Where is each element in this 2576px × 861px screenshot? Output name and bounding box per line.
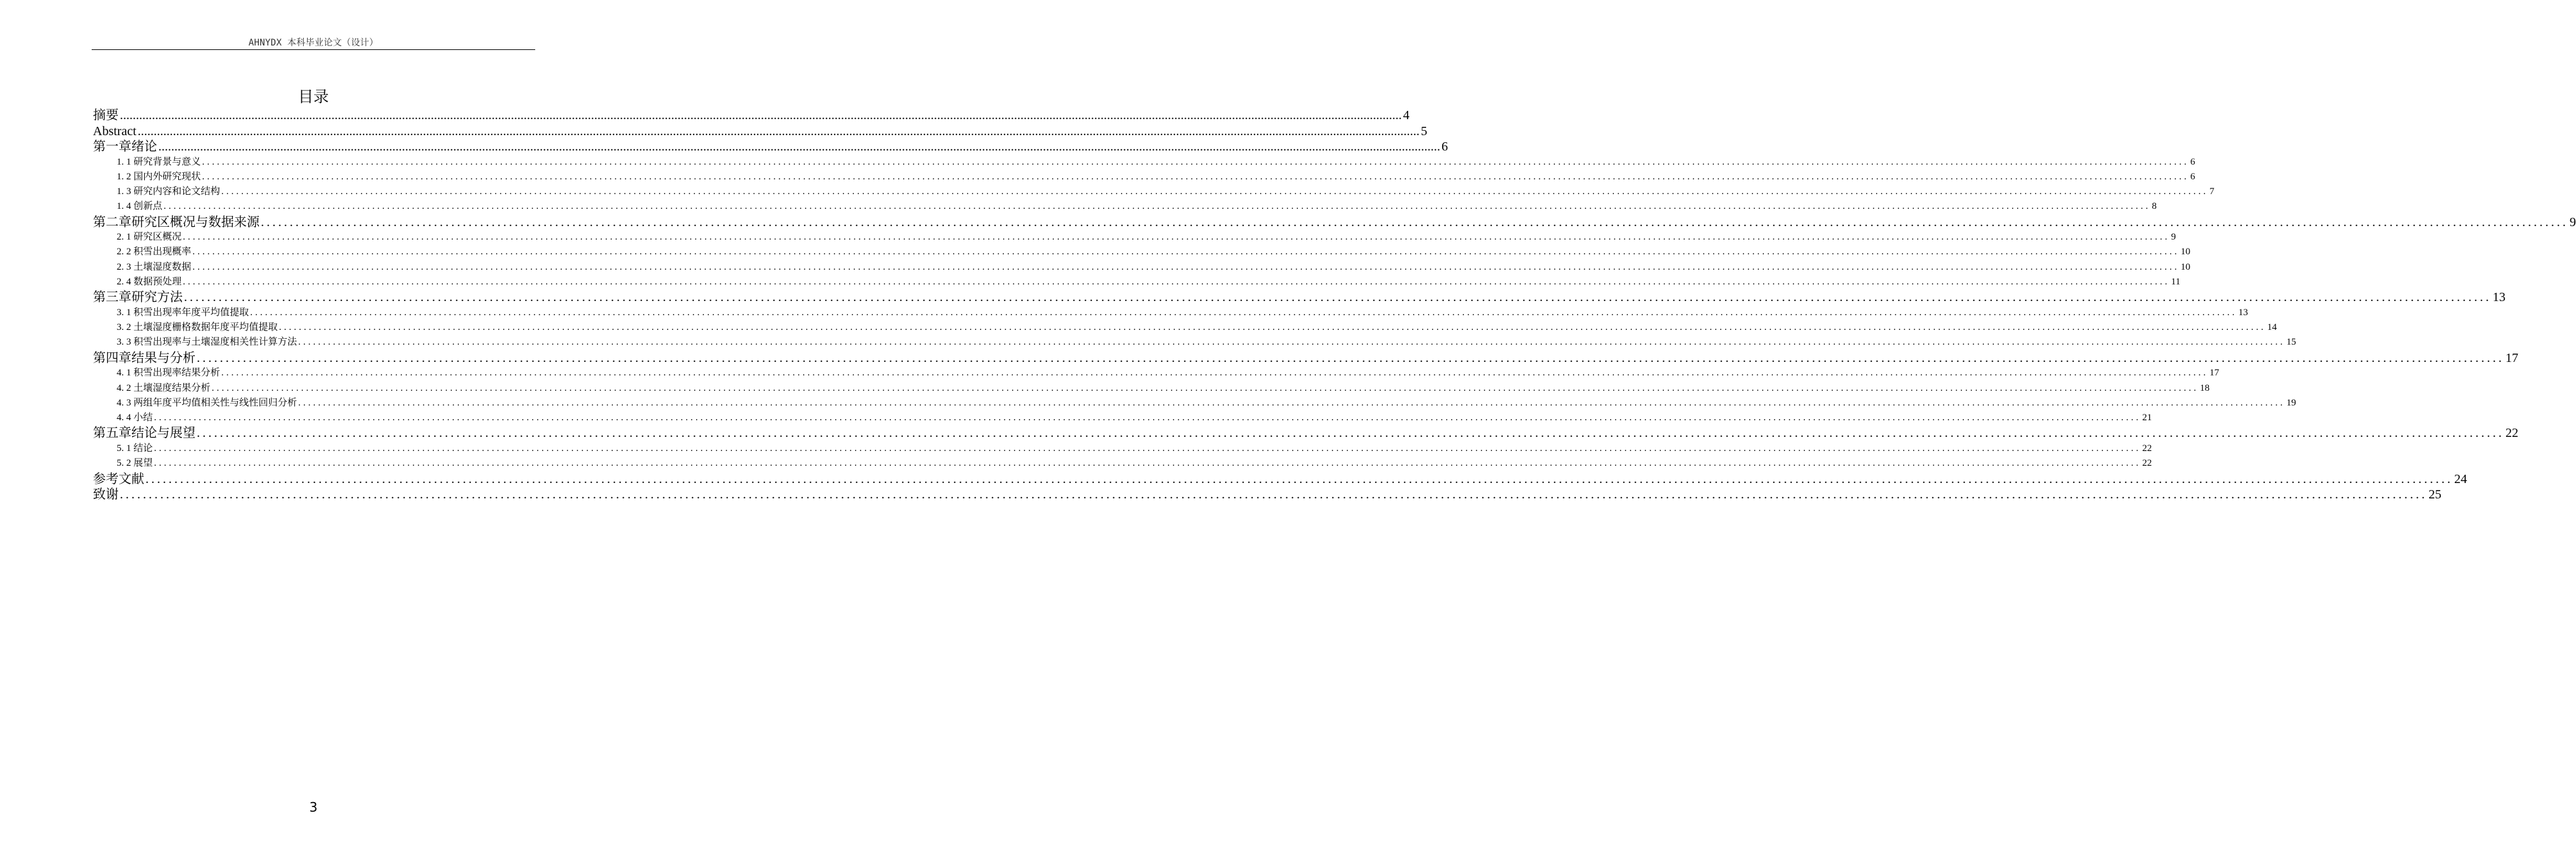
table-of-contents xyxy=(93,108,2576,503)
toc-entry-page: 17 xyxy=(2505,350,2518,365)
toc-entry-page: 22 xyxy=(2142,458,2152,469)
toc-entry-chapter[interactable] xyxy=(93,108,1409,124)
toc-entry-page: 19 xyxy=(2286,397,2297,408)
toc-entry-label: 致谢 xyxy=(93,488,119,502)
toc-leader-dots: ................................................................................................................................................................................................................................................................................................................................................................................................................ xyxy=(279,322,2266,333)
toc-entry-label: 摘要 xyxy=(93,108,119,122)
toc-entry-section[interactable] xyxy=(93,306,2248,320)
toc-leader-dots: ................................................................................................................................................................................................................................................................................................................................................................................................................ xyxy=(212,382,2199,393)
toc-entry-label: 2. 3 土壤湿度数据 xyxy=(117,261,192,272)
toc-entry-page: 8 xyxy=(2152,201,2157,212)
toc-entry-label: 4. 4 小结 xyxy=(117,413,153,423)
toc-entry-label: 3. 3 积雪出现率与土壤湿度相关性计算方法 xyxy=(117,337,297,348)
toc-leader-dots: ................................................................................................................................................................................................................................................................................................................................................................................................................ xyxy=(183,277,2170,288)
toc-leader-dots: ................................................................................................................................................................................................................................................................................................................................................................................................................ xyxy=(202,171,2190,182)
toc-entry-page: 14 xyxy=(2267,322,2277,333)
toc-entry-label: 第二章研究区概况与数据来源 xyxy=(93,215,260,229)
toc-entry-section[interactable] xyxy=(93,411,2152,425)
toc-leader-dots: ................................................................................................................................................................................................................................................................................................................................................................................................................ xyxy=(192,261,2180,272)
toc-leader-dots: ................................................................................................................................................................................................................................................................................................................................................................................................................ xyxy=(145,472,2453,486)
toc-leader-dots: ................................................................................................................................................................................................................................................................................................................................................................................................................ xyxy=(158,140,1440,154)
toc-leader-dots: ................................................................................................................................................................................................................................................................................................................................................................................................................ xyxy=(221,186,2209,197)
toc-entry-page: 10 xyxy=(2181,247,2191,258)
toc-entry-section[interactable] xyxy=(93,230,2176,245)
toc-leader-dots: ................................................................................................................................................................................................................................................................................................................................................................................................................ xyxy=(154,458,2141,469)
toc-leader-dots: ................................................................................................................................................................................................................................................................................................................................................................................................................ xyxy=(184,290,2491,305)
toc-entry-label: 1. 2 国内外研究现状 xyxy=(117,171,201,182)
toc-entry-label: 5. 2 展望 xyxy=(117,458,153,469)
toc-entry-label: 1. 1 研究背景与意义 xyxy=(117,156,201,167)
toc-entry-page: 22 xyxy=(2142,443,2152,454)
toc-entry-page: 11 xyxy=(2171,277,2181,288)
toc-entry-page: 22 xyxy=(2505,426,2518,441)
toc-entry-chapter[interactable] xyxy=(93,215,2576,231)
toc-leader-dots: ................................................................................................................................................................................................................................................................................................................................................................................................................ xyxy=(197,426,2504,441)
toc-leader-dots: ................................................................................................................................................................................................................................................................................................................................................................................................................ xyxy=(261,215,2568,229)
toc-entry-section[interactable] xyxy=(93,170,2195,184)
toc-leader-dots: ................................................................................................................................................................................................................................................................................................................................................................................................................ xyxy=(197,350,2504,365)
toc-entry-section[interactable] xyxy=(93,260,2191,275)
toc-entry-page: 9 xyxy=(2570,215,2576,229)
toc-entry-label: Abstract xyxy=(93,124,137,138)
toc-entry-page: 5 xyxy=(1420,124,1427,138)
toc-entry-section[interactable] xyxy=(93,275,2181,290)
toc-entry-page: 21 xyxy=(2142,413,2152,423)
toc-entry-chapter[interactable] xyxy=(93,425,2518,441)
toc-entry-label: 3. 2 土壤湿度栅格数据年度平均值提取 xyxy=(117,322,278,333)
toc-entry-section[interactable] xyxy=(93,335,2297,350)
toc-entry-page: 6 xyxy=(2190,156,2195,167)
toc-leader-dots: ................................................................................................................................................................................................................................................................................................................................................................................................................ xyxy=(192,247,2180,258)
toc-entry-page: 10 xyxy=(2181,261,2191,272)
toc-entry-section[interactable] xyxy=(93,366,2220,381)
toc-entry-section[interactable] xyxy=(93,245,2191,259)
toc-entry-chapter[interactable] xyxy=(93,472,2467,488)
toc-entry-label: 2. 4 数据预处理 xyxy=(117,277,182,288)
toc-entry-page: 13 xyxy=(2238,307,2248,318)
toc-entry-label: 2. 2 积雪出现概率 xyxy=(117,247,192,258)
toc-entry-label: 第一章绪论 xyxy=(93,140,157,154)
toc-entry-section[interactable] xyxy=(93,441,2152,456)
toc-entry-chapter[interactable] xyxy=(93,487,2441,503)
toc-entry-page: 4 xyxy=(1403,108,1409,122)
toc-leader-dots: ................................................................................................................................................................................................................................................................................................................................................................................................................ xyxy=(298,397,2286,408)
toc-entry-section[interactable] xyxy=(93,381,2210,396)
toc-entry-label: 1. 4 创新点 xyxy=(117,201,163,212)
toc-leader-dots: ................................................................................................................................................................................................................................................................................................................................................................................................................ xyxy=(154,413,2141,423)
toc-entry-page: 18 xyxy=(2200,382,2210,393)
toc-leader-dots: ................................................................................................................................................................................................................................................................................................................................................................................................................ xyxy=(202,156,2190,167)
toc-entry-page: 6 xyxy=(1442,140,1448,154)
toc-entry-label: 参考文献 xyxy=(93,472,144,486)
toc-entry-label: 5. 1 结论 xyxy=(117,443,153,454)
toc-leader-dots: ................................................................................................................................................................................................................................................................................................................................................................................................................ xyxy=(154,443,2141,454)
toc-title: 目录 xyxy=(298,88,329,106)
toc-entry-section[interactable] xyxy=(93,184,2215,199)
toc-entry-section[interactable] xyxy=(93,396,2297,411)
toc-entry-label: 1. 3 研究内容和论文结构 xyxy=(117,186,220,197)
toc-entry-label: 3. 1 积雪出现率年度平均值提取 xyxy=(117,307,249,318)
toc-leader-dots: ................................................................................................................................................................................................................................................................................................................................................................................................................ xyxy=(250,307,2238,318)
toc-entry-chapter[interactable] xyxy=(93,290,2505,306)
toc-entry-label: 4. 2 土壤湿度结果分析 xyxy=(117,382,211,393)
toc-entry-label: 2. 1 研究区概况 xyxy=(117,232,182,243)
toc-entry-page: 25 xyxy=(2429,488,2441,502)
toc-leader-dots: ................................................................................................................................................................................................................................................................................................................................................................................................................ xyxy=(221,368,2209,379)
toc-entry-page: 6 xyxy=(2190,171,2195,182)
toc-entry-label: 第五章结论与展望 xyxy=(93,426,195,441)
toc-leader-dots: ................................................................................................................................................................................................................................................................................................................................................................................................................ xyxy=(120,108,1402,122)
toc-entry-label: 第三章研究方法 xyxy=(93,290,183,305)
toc-entry-chapter[interactable] xyxy=(93,124,1427,140)
toc-entry-page: 13 xyxy=(2493,290,2505,305)
toc-entry-page: 24 xyxy=(2454,472,2467,486)
header-rule xyxy=(92,49,535,50)
toc-leader-dots: ................................................................................................................................................................................................................................................................................................................................................................................................................ xyxy=(298,337,2286,348)
toc-entry-label: 第四章结果与分析 xyxy=(93,350,195,365)
toc-entry-section[interactable] xyxy=(93,320,2277,335)
running-header: AHNYDX 本科毕业论文（设计） xyxy=(248,38,379,48)
toc-entry-section[interactable] xyxy=(93,456,2152,471)
toc-entry-page: 7 xyxy=(2209,186,2215,197)
toc-entry-label: 4. 3 两组年度平均值相关性与线性回归分析 xyxy=(117,397,297,408)
toc-entry-page: 9 xyxy=(2171,232,2176,243)
page-number: 3 xyxy=(309,800,318,815)
toc-leader-dots: ................................................................................................................................................................................................................................................................................................................................................................................................................ xyxy=(183,232,2170,243)
toc-leader-dots: ................................................................................................................................................................................................................................................................................................................................................................................................................ xyxy=(137,124,1420,138)
toc-entry-page: 17 xyxy=(2209,368,2220,379)
toc-entry-page: 15 xyxy=(2286,337,2297,348)
toc-entry-section[interactable] xyxy=(93,199,2157,214)
toc-leader-dots: ................................................................................................................................................................................................................................................................................................................................................................................................................ xyxy=(120,488,2427,502)
toc-entry-label: 4. 1 积雪出现率结果分析 xyxy=(117,368,220,379)
toc-entry-section[interactable] xyxy=(93,155,2195,170)
toc-entry-chapter[interactable] xyxy=(93,139,1448,155)
toc-entry-chapter[interactable] xyxy=(93,350,2518,366)
toc-leader-dots: ................................................................................................................................................................................................................................................................................................................................................................................................................ xyxy=(163,201,2151,212)
